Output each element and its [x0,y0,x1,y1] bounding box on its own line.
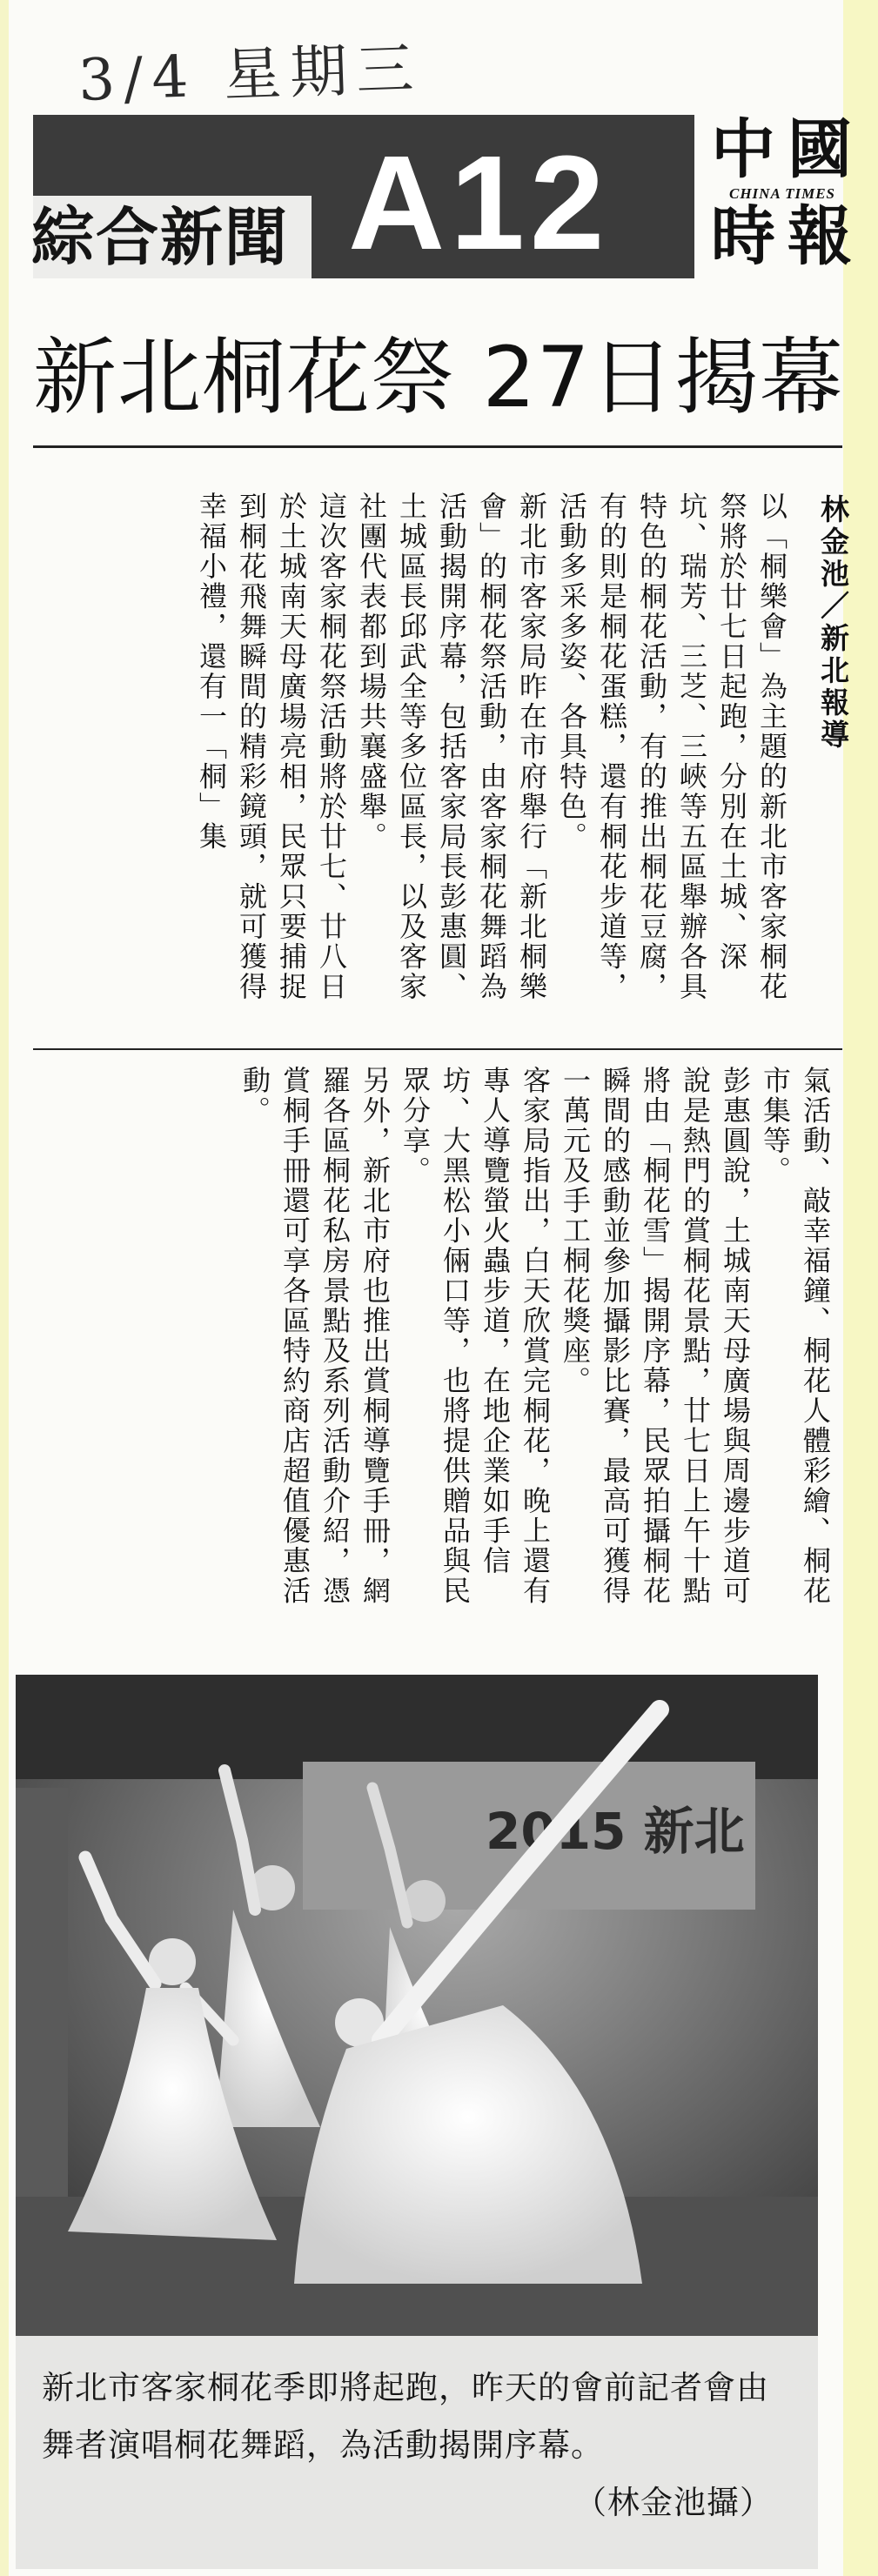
logo-char-2: 國 [788,112,852,187]
photo-caption [42,2359,781,2532]
dancers-illustration [16,1675,818,2336]
article-body-bottom [26,1066,835,1631]
section-label: 綜合新聞 [31,201,290,274]
headline-rule [33,445,842,448]
paper-edge-left [0,0,9,2576]
dance-photo [16,1675,818,2336]
paragraph: 新北市客家局昨在市府舉行「新北桐樂會」的桐花祭活動，由客家桐花舞蹈為活動揭開序幕，包括客家局長彭惠圓、土城區長邱武全等多位區長，以及客家社團代表都到場共襄盛舉。 [355,492,548,1002]
handwritten-date: 3/4 星期三 [77,35,424,114]
logo-char-4: 報 [788,199,852,274]
paragraph: 以「桐樂會」為主題的新北市客家桐花祭將於廿七日起跑，分別在土城、深坑、瑞芳、三芝、三峽等五區舉辦各具特色的桐花活動，有的推出桐花豆腐，有的則是桐花蛋糕，還有桐花步道等，活動多采多姿、各具特色。 [555,492,788,1002]
photo-credit: （林金池攝） [574,2484,773,2521]
paragraph: 氣活動、敲幸福鐘、桐花人體彩繪、桐花市集等。 [759,1066,832,1606]
paragraph: 另外，新北市府也推出賞桐導覽手冊，網羅各區桐花私房景點及系列活動介紹，憑賞桐手冊還可享各區特約商店超值優惠活動。 [238,1066,392,1606]
logo-latin: CHINA TIMES [728,185,835,202]
page-number: A12 [348,128,610,278]
paragraph: 客家局指出，白天欣賞完桐花，晚上還有專人導覽螢火蟲步道，在地企業如手信坊、大黑松小倆口等，也將提供贈品與民眾分享。 [399,1066,552,1606]
logo-char-1: 中 [711,112,775,187]
paragraph: 這次客家桐花祭活動將於廿七、廿八日於土城南天母廣場亮相，民眾只要捕捉到桐花飛舞瞬間的精彩鏡頭，就可獲得幸福小禮，還有一「桐」集 [195,492,348,1002]
banner-text: 2015 新北 [486,1802,745,1861]
article-body-top [26,492,792,1014]
column-rule [33,1048,842,1050]
logo-char-3: 時 [711,199,775,274]
article-headline: 新北桐花祭 27日揭幕 [33,329,844,426]
caption-text: 新北市客家桐花季即將起跑，昨天的會前記者會由舞者演唱桐花舞蹈，為活動揭開序幕。 [42,2369,769,2464]
paragraph: 彭惠圓說，土城南天母廣場與周邊步道可說是熱門的賞桐花景點，廿七日上午十點將由「桐花雪」揭開序幕，民眾拍攝桐花瞬間的感動並參加攝影比賽，最高可獲得一萬元及手工桐花獎座。 [559,1066,752,1606]
china-times-logo [703,112,860,274]
article-byline: 林金池／新北報導 [816,494,850,752]
